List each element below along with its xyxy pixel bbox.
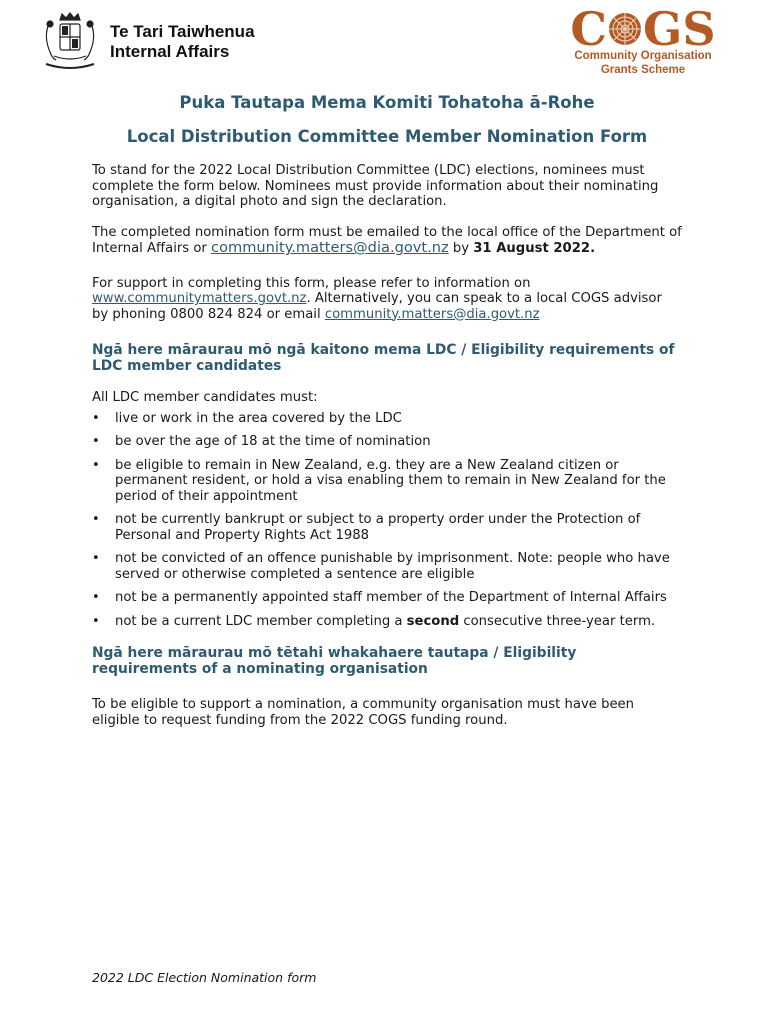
title-english: Local Distribution Committee Member Nomination Form [126,127,648,146]
page-header [0,0,770,80]
cogs-subtitle-2: Grants Scheme [600,64,686,76]
list-item [92,590,682,606]
cogs-subtitle-1: Community Organisation [574,50,712,62]
submission-text-middle: by [448,241,474,256]
list-item [92,411,682,427]
list-item-text: be over the age of 18 at the time of nomination [115,434,431,449]
bullet-icon: • [92,551,100,566]
support-paragraph [92,276,682,323]
bullet-icon: • [92,410,100,426]
list-item [92,458,682,505]
list-item-text: live or work in the area covered by the LDC [115,410,402,426]
nz-coat-of-arms-icon [38,12,102,72]
list-item [92,512,682,543]
support-email-link[interactable]: community.matters@dia.govt.nz [324,306,540,322]
candidate-requirements-list [92,411,682,630]
title-maori: Puka Tautapa Mema Komiti Tohatoha ā-Rohe [179,93,595,112]
intro-paragraph: To stand for the 2022 Local Distribution Committee (LDC) elections, nominees must complete the form below. Nominees must provide information about their nominating organisation, a digital photo and sign the declaration. [92,163,659,209]
list-item [92,551,682,582]
list-item-bold-text: second [406,613,460,629]
list-item-text-before: not be a current LDC member completing a [115,613,407,629]
cogs-emblem-icon [607,11,643,47]
section-heading-organisation-eligibility: Ngā here māraurau mō tētahi whakahaere tautapa / Eligibility requirements of a nominating organisation [92,645,577,677]
section-heading-ldc-eligibility: Ngā here māraurau mō ngā kaitono mema LDC / Eligibility requirements of LDC member candidates [92,342,675,374]
support-text-middle: . Alternatively, you can speak to a local COGS advisor by phoning 0800 824 824 or email [92,291,662,322]
dia-name-maori: Te Tari Taiwhenua [110,22,255,41]
support-text-before: For support in completing this form, please refer to information on [92,275,531,291]
list-item [92,434,682,450]
list-item-text: be eligible to remain in New Zealand, e.g. they are a New Zealand citizen or permanent resident, or hold a visa enabling them to remain in New Zealand for the period of their appointment [115,457,666,504]
list-item-text: not be currently bankrupt or subject to a property order under the Protection of Personal and Property Rights Act 1988 [115,512,641,543]
bullet-icon: • [92,613,100,629]
bullet-icon: • [92,457,100,473]
list-item-text: not be a permanently appointed staff member of the Department of Internal Affairs [115,590,667,605]
dia-email-link[interactable]: community.matters@dia.govt.nz [211,239,449,256]
bullet-icon: • [92,434,100,449]
dia-name-english: Internal Affairs [110,42,230,61]
list-item [92,614,682,630]
deadline-text: 31 August 2022. [473,241,596,256]
document-body [92,92,682,728]
dia-logo [38,12,255,72]
dia-wordmark [110,22,255,62]
organisation-eligibility-paragraph: To be eligible to support a nomination, a community organisation must have been eligible to request funding from the 2022 COGS funding round. [92,697,635,728]
submission-paragraph [92,225,682,257]
list-item-text: not be convicted of an offence punishable by imprisonment. Note: people who have served or otherwise completed a sentence are eligible [115,551,670,582]
page-footer: 2022 LDC Election Nomination form [92,970,317,985]
communitymatters-website-link[interactable]: www.communitymatters.govt.nz [92,291,307,306]
cogs-letters-gs: GS [643,2,716,56]
list-item-text-after: consecutive three-year term. [459,613,656,629]
candidates-lead-text: All LDC member candidates must: [92,390,318,405]
cogs-logo [558,2,728,76]
bullet-icon: • [92,512,100,527]
submission-text-before: The completed nomination form must be emailed to the local office of the Department of Internal Affairs or [92,224,682,256]
bullet-icon: • [92,590,100,605]
cogs-letter-c: C [570,2,608,56]
